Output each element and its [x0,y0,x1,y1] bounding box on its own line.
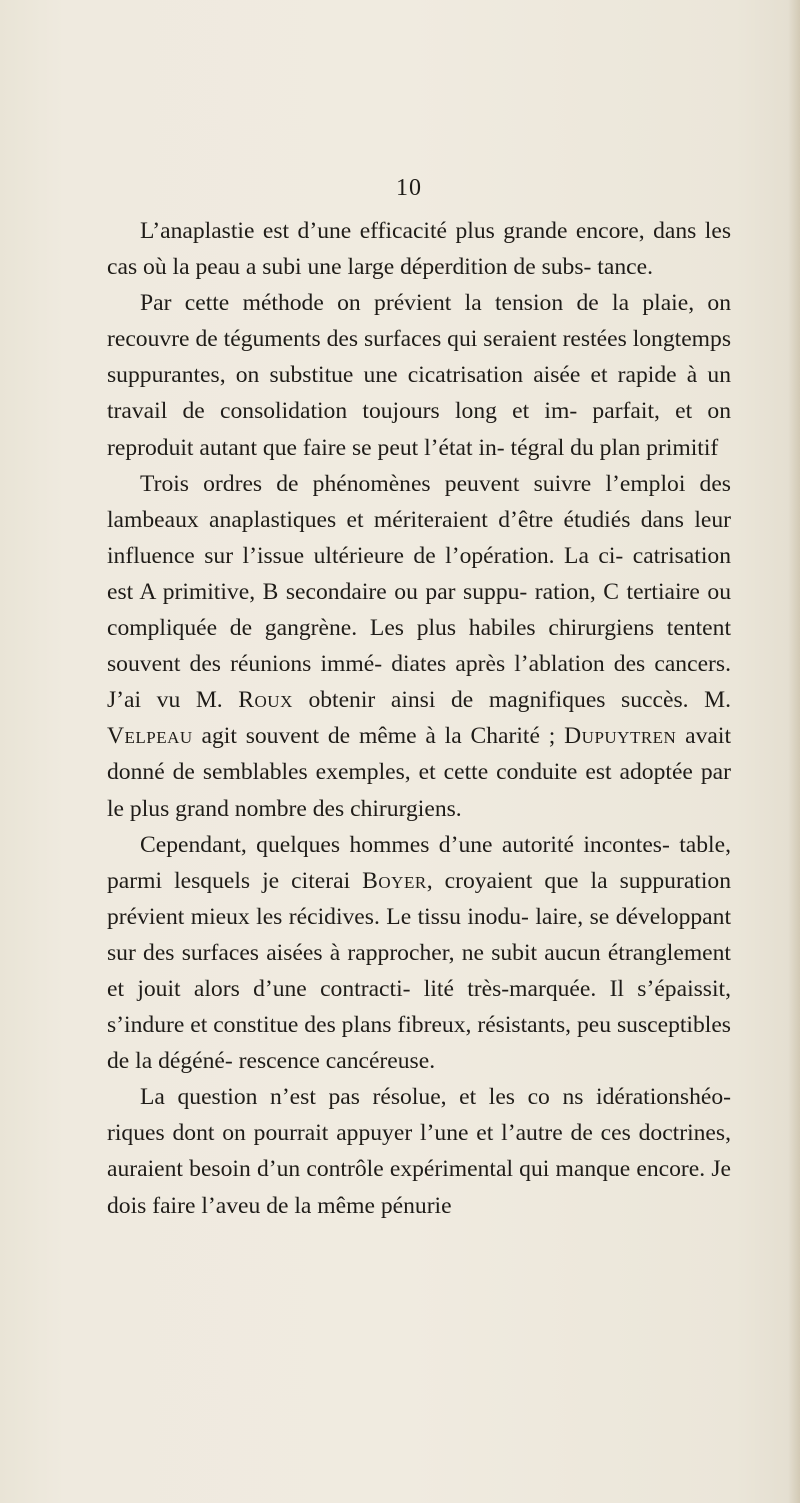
text-run: avait donné de semblables exemples, et cette conduite est adoptée par le plus grand nombre des chirurgiens. [107,723,731,822]
author-name: Velpeau [107,723,193,750]
text-run: agit souvent de même à la Charité ; [192,723,565,750]
text-run: obtenir ainsi de magnifiques succès. M. [292,687,731,714]
body-text [107,213,731,1224]
paragraph [107,285,731,465]
text-run: L’anaplastie est d’une efficacité plus grande encore, dans les cas où la peau a subi une large déperdition de subs- tance. [107,218,731,281]
paragraph [107,466,731,827]
paragraph [107,827,731,1080]
text-run: , croyaient que la suppuration prévient mieux les récidives. Le tissu inodu- laire, se développant sur des surfaces aisées à rapprocher, ne subit aucun étranglement et jouit alors d’une contracti- lité très-marquée. Il s’épaissit, s’indure et constitue des plans fibreux, résistants, peu susceptibles de la dégéné- rescence cancéreuse. [107,867,732,1075]
author-name: Dupuytren [564,723,677,750]
paragraph [107,1079,731,1223]
author-name: Roux [238,687,293,714]
page-number: 10 [396,175,422,201]
text-run: La question n’est pas résolue, et les co ns idérationshéo- riques dont on pourrait appuyer l’une et l’autre de ces doctrines, auraient besoin d’un contrôle expérimental qui manque encore. Je dois faire l’aveu de la même pénurie [107,1084,731,1219]
text-run: Cependant, quelques hommes d’une autorité incontes- table, parmi lesquels je citerai [107,831,731,894]
paragraph [107,213,731,285]
page-edge-shadow [788,0,800,1503]
text-run: Par cette méthode on prévient la tension de la plaie, on recouvre de téguments des surfaces qui seraient restées longtemps suppurantes, on substitue une cicatrisation aisée et rapide à un travail de consolidation toujours long et im- parfait, et on reproduit autant que faire se peut l’état in- tégral du plan primitif [107,290,731,461]
text-run: Trois ordres de phénomènes peuvent suivre l’emploi des lambeaux anaplastiques et mériteraient d’être étudiés dans leur influence sur l’issue ultérieure de l’opération. La ci- catrisation est A primitive, B secondaire ou par suppu- ration, C tertiaire ou compliquée de gangrène. Les plus habiles chirurgiens tentent souvent des réunions immé- diates après l’ablation des cancers. J’ai vu M. [107,470,731,714]
author-name: Boyer [362,867,427,894]
